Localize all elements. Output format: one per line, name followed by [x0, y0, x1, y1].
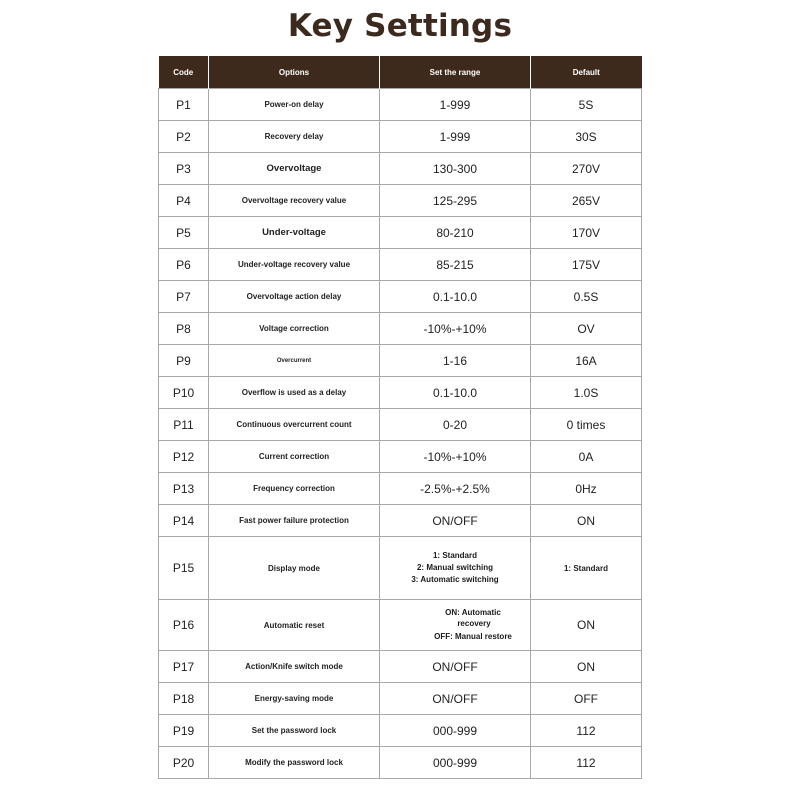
table-row	[159, 473, 642, 505]
default-cell: 175V	[531, 249, 642, 281]
table-row	[159, 715, 642, 747]
option-cell: Current correction	[209, 441, 380, 473]
code-cell: P17	[159, 651, 209, 683]
option-cell: Overvoltage recovery value	[209, 185, 380, 217]
default-cell: 0 times	[531, 409, 642, 441]
table-row	[159, 89, 642, 121]
code-cell: P19	[159, 715, 209, 747]
code-cell: P20	[159, 747, 209, 779]
table-row	[159, 441, 642, 473]
code-cell: P7	[159, 281, 209, 313]
option-cell: Energy-saving mode	[209, 683, 380, 715]
option-cell: Recovery delay	[209, 121, 380, 153]
range-cell: ON/OFF	[380, 505, 531, 537]
code-cell: P15	[159, 537, 209, 600]
range-cell: 000-999	[380, 747, 531, 779]
page-title: Key Settings	[287, 8, 513, 44]
range-cell: 1-999	[380, 89, 531, 121]
default-cell: OFF	[531, 683, 642, 715]
table-row	[159, 409, 642, 441]
option-cell: Voltage correction	[209, 313, 380, 345]
table-row	[159, 651, 642, 683]
range-cell: ON/OFF	[380, 651, 531, 683]
range-line: OFF: Manual restore	[434, 632, 512, 641]
range-line: ON: Automatic	[445, 608, 501, 617]
table-row	[159, 600, 642, 651]
default-cell: 0A	[531, 441, 642, 473]
table-row	[159, 217, 642, 249]
range-line: 1: Standard	[432, 551, 477, 560]
header-range: Set the range	[380, 56, 531, 89]
range-cell: 1-999	[380, 121, 531, 153]
code-cell: P10	[159, 377, 209, 409]
option-cell: Under-voltage	[209, 217, 380, 249]
option-cell: Overvoltage action delay	[209, 281, 380, 313]
option-cell: Modify the password lock	[209, 747, 380, 779]
code-cell: P8	[159, 313, 209, 345]
table-row	[159, 345, 642, 377]
range-cell: -10%-+10%	[380, 313, 531, 345]
code-cell: P9	[159, 345, 209, 377]
range-cell: 0-20	[380, 409, 531, 441]
code-cell: P3	[159, 153, 209, 185]
default-cell: 1.0S	[531, 377, 642, 409]
code-cell: P1	[159, 89, 209, 121]
table-row	[159, 505, 642, 537]
table-header-row	[159, 56, 642, 89]
code-cell: P14	[159, 505, 209, 537]
default-cell: 16A	[531, 345, 642, 377]
table-row	[159, 153, 642, 185]
range-cell	[380, 600, 531, 651]
header-options: Options	[209, 56, 380, 89]
option-cell: Display mode	[209, 537, 380, 600]
range-cell: 0.1-10.0	[380, 281, 531, 313]
header-code: Code	[159, 56, 209, 89]
table-row	[159, 121, 642, 153]
code-cell: P11	[159, 409, 209, 441]
range-cell: 85-215	[380, 249, 531, 281]
option-cell: Under-voltage recovery value	[209, 249, 380, 281]
range-line: 2: Manual switching	[416, 563, 493, 572]
default-cell: ON	[531, 600, 642, 651]
default-cell: 5S	[531, 89, 642, 121]
default-cell: 0.5S	[531, 281, 642, 313]
range-cell: 125-295	[380, 185, 531, 217]
option-cell: Power-on delay	[209, 89, 380, 121]
table-row	[159, 185, 642, 217]
option-cell: Action/Knife switch mode	[209, 651, 380, 683]
default-cell: 112	[531, 715, 642, 747]
option-cell: Overcurrent	[209, 345, 380, 377]
default-cell: 30S	[531, 121, 642, 153]
range-line: recovery	[457, 619, 491, 628]
range-cell: 130-300	[380, 153, 531, 185]
table-row	[159, 537, 642, 600]
table-row	[159, 747, 642, 779]
default-cell: 270V	[531, 153, 642, 185]
table-row	[159, 377, 642, 409]
header-default: Default	[531, 56, 642, 89]
default-cell: ON	[531, 651, 642, 683]
code-cell: P13	[159, 473, 209, 505]
default-cell: 1: Standard	[531, 537, 642, 600]
range-cell	[380, 537, 531, 600]
code-cell: P18	[159, 683, 209, 715]
default-cell: ON	[531, 505, 642, 537]
code-cell: P5	[159, 217, 209, 249]
range-line: 3: Automatic switching	[411, 575, 499, 584]
range-cell: -10%-+10%	[380, 441, 531, 473]
range-cell: -2.5%-+2.5%	[380, 473, 531, 505]
table-row	[159, 281, 642, 313]
code-cell: P6	[159, 249, 209, 281]
option-cell: Set the password lock	[209, 715, 380, 747]
option-cell: Frequency correction	[209, 473, 380, 505]
code-cell: P4	[159, 185, 209, 217]
default-cell: 170V	[531, 217, 642, 249]
default-cell: 265V	[531, 185, 642, 217]
settings-table	[158, 56, 642, 779]
option-cell: Overflow is used as a delay	[209, 377, 380, 409]
code-cell: P12	[159, 441, 209, 473]
option-cell: Automatic reset	[209, 600, 380, 651]
option-cell: Overvoltage	[209, 153, 380, 185]
code-cell: P16	[159, 600, 209, 651]
range-cell: ON/OFF	[380, 683, 531, 715]
table-row	[159, 249, 642, 281]
option-cell: Fast power failure protection	[209, 505, 380, 537]
range-cell: 000-999	[380, 715, 531, 747]
code-cell: P2	[159, 121, 209, 153]
default-cell: 112	[531, 747, 642, 779]
range-cell: 80-210	[380, 217, 531, 249]
table-row	[159, 313, 642, 345]
range-cell: 1-16	[380, 345, 531, 377]
default-cell: 0Hz	[531, 473, 642, 505]
option-cell: Continuous overcurrent count	[209, 409, 380, 441]
table-row	[159, 683, 642, 715]
range-cell: 0.1-10.0	[380, 377, 531, 409]
default-cell: OV	[531, 313, 642, 345]
